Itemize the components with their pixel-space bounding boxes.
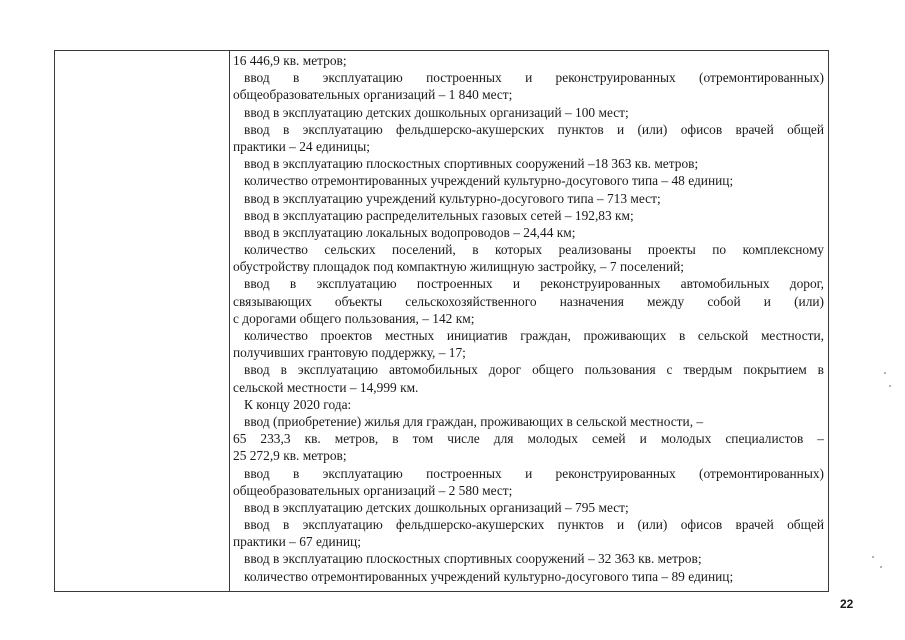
text-line: ввод в эксплуатацию распределительных газовых сетей – 192,83 км; [244,207,634,223]
text-line: практики – 67 единиц; [233,534,361,550]
scan-speck [872,556,874,558]
document-table [54,50,829,592]
scan-speck [880,566,882,568]
text-line: ввод в эксплуатацию учреждений культурно-досугового типа – 713 мест; [244,190,661,206]
text-line: 65 233,3 кв. метров, в том числе для молодых семей и молодых специалистов – [233,431,824,447]
text-line: обустройству площадок под компактную жилищную застройку, – 7 поселений; [233,259,685,275]
text-line: сельской местности – 14,999 км. [233,379,419,395]
text-line: количество отремонтированных учреждений культурно-досугового типа – 48 единиц; [244,173,734,189]
text-line: количество проектов местных инициатив граждан, проживающих в сельской местности, [244,328,824,343]
text-line: ввод в эксплуатацию построенных и реконструированных (отремонтированных) [244,70,824,86]
text-line: общеобразовательных организаций – 2 580 мест; [233,482,513,498]
table-left-column [55,51,230,591]
text-line: ввод в эксплуатацию детских дошкольных организаций – 795 мест; [244,499,629,515]
text-line: ввод в эксплуатацию фельдшерско-акушерских пунктов и (или) офисов врачей общей [244,517,824,533]
text-line: общеобразовательных организаций – 1 840 мест; [233,87,513,103]
text-line: количество отремонтированных учреждений культурно-досугового типа – 89 единиц; [244,568,734,584]
page-number: 22 [840,597,854,611]
text-line: ввод в эксплуатацию детских дошкольных организаций – 100 мест; [244,104,629,120]
text-line: ввод в эксплуатацию автомобильных дорог общего пользования с твердым покрытием в [244,362,824,378]
section-heading: К концу 2020 года: [244,396,352,412]
text-line: количество сельских поселений, в которых реализованы проекты по комплексному [244,242,824,258]
text-line: ввод (приобретение) жилья для граждан, проживающих в сельской местности, – [244,413,704,429]
text-line: 25 272,9 кв. метров; [233,448,347,464]
text-line: связывающих объекты сельскохозяйственного назначения между собой и (или) [233,293,824,309]
scan-speck [884,372,886,374]
scan-speck [889,385,891,387]
text-line: практики – 24 единицы; [233,138,370,154]
text-line: получивших грантовую поддержку, – 17; [233,345,466,361]
text-line: 16 446,9 кв. метров; [233,53,347,68]
table-right-column [230,51,828,591]
text-line: ввод в эксплуатацию локальных водопроводов – 24,44 км; [244,224,576,240]
text-line: ввод в эксплуатацию плоскостных спортивных сооружений –18 363 кв. метров; [244,156,699,172]
text-line: ввод в эксплуатацию построенных и реконструированных (отремонтированных) [244,465,824,481]
text-line: ввод в эксплуатацию фельдшерско-акушерских пунктов и (или) офисов врачей общей [244,121,824,137]
text-line: с дорогами общего пользования, – 142 км; [233,310,475,326]
text-line: ввод в эксплуатацию построенных и реконструированных автомобильных дорог, [244,276,824,292]
text-line: ввод в эксплуатацию плоскостных спортивных сооружений – 32 363 кв. метров; [244,551,702,567]
